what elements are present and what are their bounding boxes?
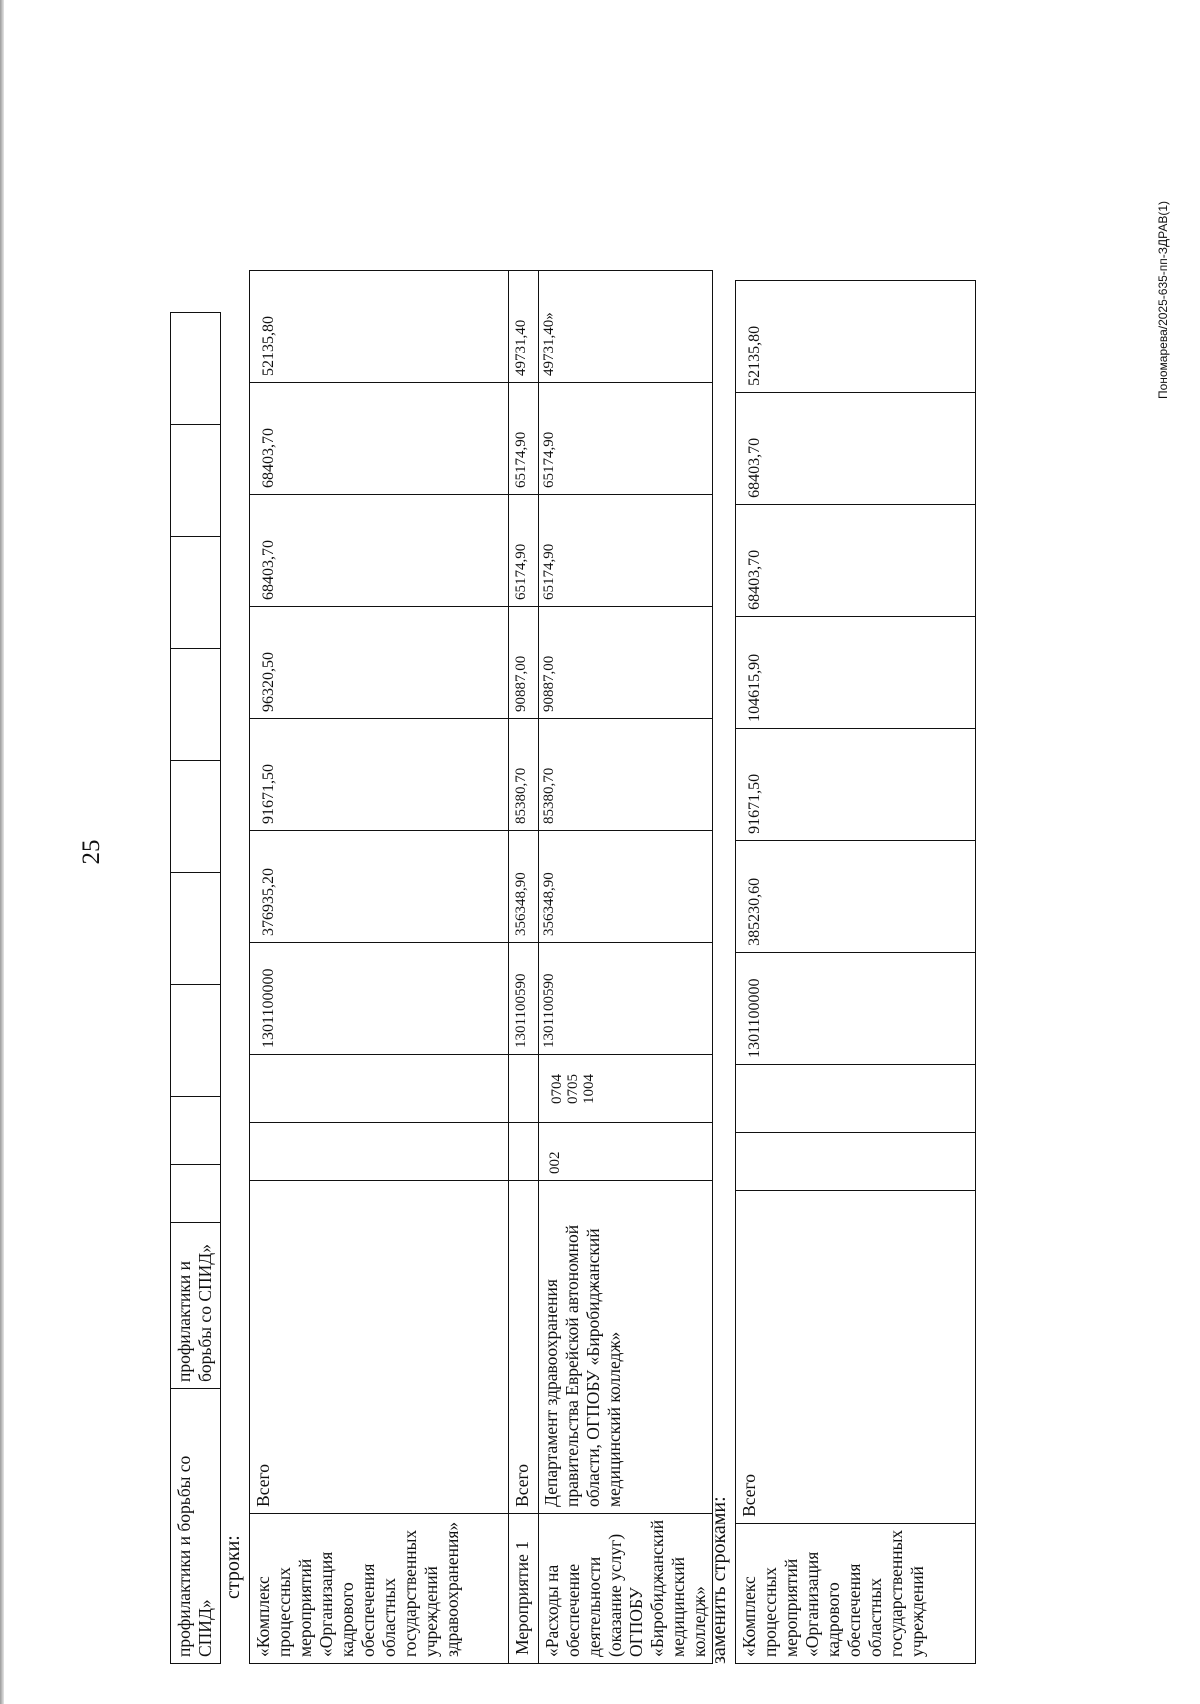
row-name: «Расходы на обеспечение деятельности (оказание услуг) ОГПОБУ «Биробиджанский медицинский колледж» [539, 1513, 713, 1663]
cell-y4: 65174,90 [509, 382, 539, 494]
cell-y1: 91671,50 [250, 718, 509, 830]
row-detail: профилактики и борьбы со СПИД» [171, 1223, 221, 1389]
cell-y1: 91671,50 [736, 728, 976, 840]
cell-y4: 68403,70 [736, 392, 976, 504]
cell-rzpr [736, 1064, 976, 1132]
cell-y5: 52135,80 [736, 280, 976, 392]
cell-total: 385230,60 [736, 840, 976, 952]
cell-grbs [250, 1122, 509, 1180]
cell-y1: 85380,70 [539, 718, 713, 830]
cell-y2: 90887,00 [539, 606, 713, 718]
rotated-content [170, 36, 927, 1664]
row-executor: Всего [250, 1180, 509, 1513]
cell-total: 356348,90 [539, 830, 713, 942]
table-row [539, 270, 713, 1663]
cell-rzpr [171, 1097, 221, 1165]
cell-y4: 68403,70 [250, 382, 509, 494]
cell-grbs: 002 [539, 1122, 713, 1180]
cell-rzpr [509, 1054, 539, 1122]
cell-y1 [171, 761, 221, 873]
cell-y2: 96320,50 [250, 606, 509, 718]
document-id: Пономарева/2025-635-пп-ЗДРАВ(1) [1156, 200, 1170, 400]
new-rows-table [735, 280, 976, 1664]
row-name: профилактики и борьбы со СПИД» [171, 1389, 221, 1664]
row-name: «Комплекс процессных мероприятий «Организация кадрового обеспечения областных государственных учреждений здравоохранения» [250, 1513, 509, 1663]
cell-grbs [736, 1132, 976, 1190]
cell-y2: 104615,90 [736, 616, 976, 728]
caption-replace-rows: заменить строками: [708, 1496, 730, 1664]
cell-csr: 1301100590 [509, 942, 539, 1054]
header-fragment-table [170, 312, 221, 1664]
cell-rzpr [250, 1054, 509, 1122]
cell-csr: 1301100000 [250, 942, 509, 1054]
cell-csr: 1301100590 [539, 942, 713, 1054]
cell-y3: 65174,90 [539, 494, 713, 606]
row-executor: Всего [509, 1180, 539, 1513]
cell-total: 376935,20 [250, 830, 509, 942]
table-row [171, 313, 221, 1664]
cell-csr: 1301100000 [736, 952, 976, 1064]
cell-y5: 52135,80 [250, 270, 509, 382]
cell-y4 [171, 425, 221, 537]
page-number: 25 [78, 839, 105, 865]
cell-y2 [171, 649, 221, 761]
caption-old-rows: строки: [222, 1535, 244, 1599]
cell-y4: 65174,90 [539, 382, 713, 494]
cell-total: 356348,90 [509, 830, 539, 942]
cell-grbs [171, 1165, 221, 1223]
table-row [250, 270, 509, 1663]
cell-y3 [171, 537, 221, 649]
cell-y1: 85380,70 [509, 718, 539, 830]
cell-total [171, 873, 221, 985]
row-name: Мероприятие 1 [509, 1513, 539, 1663]
table-row [509, 270, 539, 1663]
row-executor: Департамент здравоохранения правительства Еврейской автономной области, ОГПОБУ «Биробиджанский медицинский колледж» [539, 1180, 713, 1513]
old-rows-table [249, 270, 713, 1664]
row-name: «Комплекс процессных мероприятий «Организация кадрового обеспечения областных государственных учреждений [736, 1523, 976, 1663]
row-executor: Всего [736, 1190, 976, 1523]
cell-y3: 68403,70 [250, 494, 509, 606]
cell-y5 [171, 313, 221, 425]
cell-grbs [509, 1122, 539, 1180]
cell-y2: 90887,00 [509, 606, 539, 718]
scan-edge [0, 0, 4, 1704]
cell-y5: 49731,40 [509, 270, 539, 382]
cell-y3: 68403,70 [736, 504, 976, 616]
table-row [736, 280, 976, 1663]
cell-csr [171, 985, 221, 1097]
cell-y3: 65174,90 [509, 494, 539, 606]
cell-rzpr: 0704 0705 1004 [539, 1054, 713, 1122]
cell-y5: 49731,40» [539, 270, 713, 382]
